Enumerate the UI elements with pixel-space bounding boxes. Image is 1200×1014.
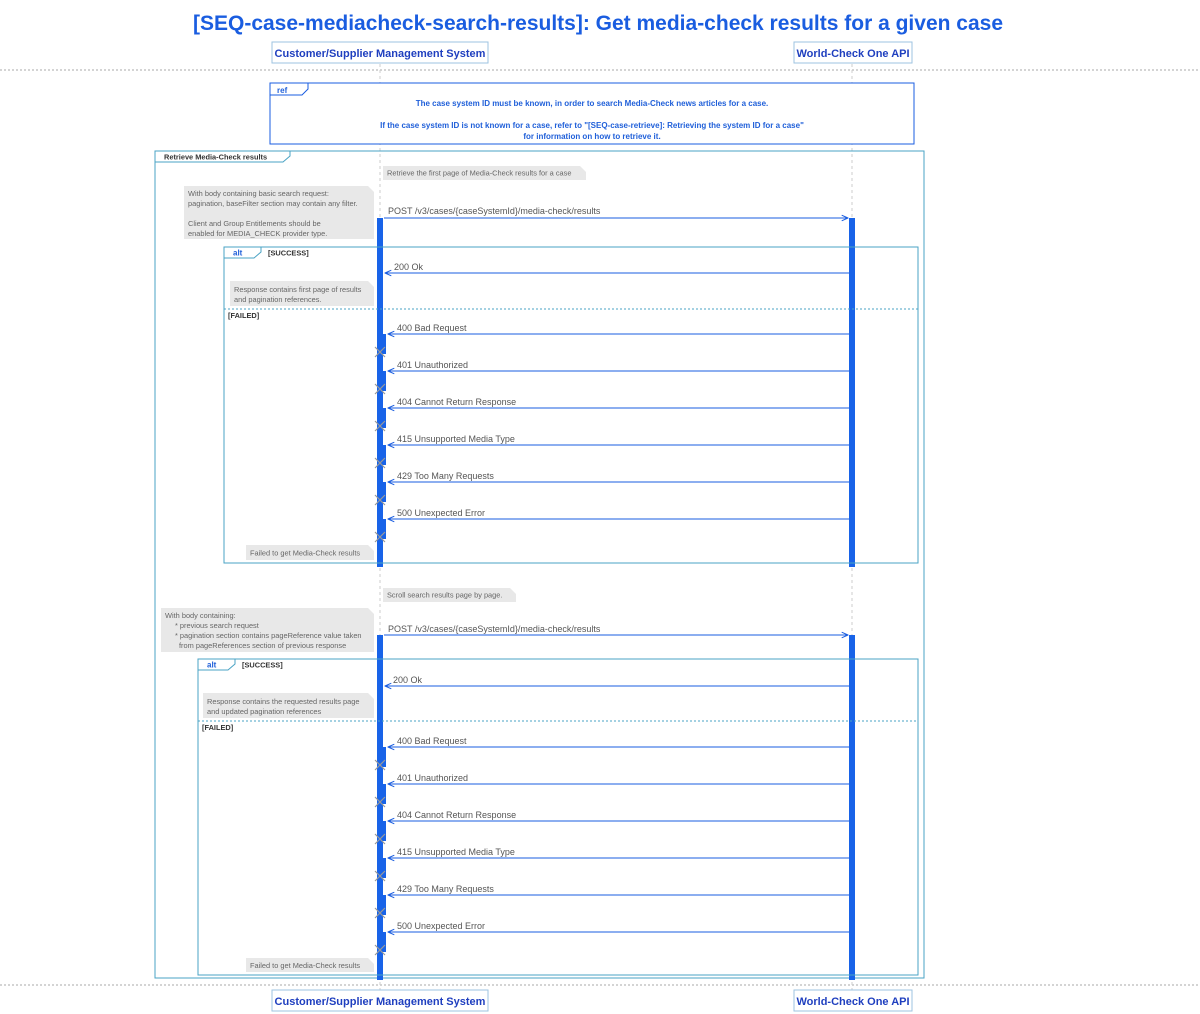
failed-note-1 bbox=[246, 545, 374, 560]
failed-guard-1: [FAILED] bbox=[228, 311, 260, 320]
error-response-label: 404 Cannot Return Response bbox=[397, 397, 517, 407]
intro-note-2 bbox=[383, 588, 516, 602]
error-response-label: 415 Unsupported Media Type bbox=[397, 847, 515, 857]
alt-label-2: alt bbox=[207, 660, 217, 670]
request-note-2-line-2: * previous search request bbox=[175, 621, 259, 630]
success-guard-2: [SUCCESS] bbox=[242, 660, 283, 670]
success-response-label-1: 200 Ok bbox=[394, 262, 424, 272]
error-response-label: 401 Unauthorized bbox=[397, 360, 469, 370]
error-response-label: 500 Unexpected Error bbox=[397, 508, 486, 518]
ref-frame bbox=[270, 83, 914, 144]
ref-line-3: If the case system ID is not known for a case, refer to "[SEQ-case-retrieve]: Retrieving the system ID for a case" bbox=[380, 121, 804, 130]
request-label-1: POST /v3/cases/{caseSystemId}/media-check/results bbox=[388, 206, 601, 216]
section-1 bbox=[184, 166, 918, 567]
alt-tab-1 bbox=[224, 247, 261, 258]
participant-right-label: World-Check One API bbox=[796, 48, 910, 60]
request-note-2-line-3: * pagination section contains pageReference value taken bbox=[175, 631, 362, 640]
activation-left-2 bbox=[377, 635, 383, 980]
intro-note-1 bbox=[383, 166, 586, 180]
success-response-label-2: 200 Ok bbox=[393, 675, 423, 685]
request-note-1-line-5: enabled for MEDIA_CHECK provider type. bbox=[188, 229, 328, 238]
success-note-2 bbox=[203, 693, 374, 718]
group-label: Retrieve Media-Check results bbox=[164, 152, 268, 162]
failed-guard-2: [FAILED] bbox=[202, 723, 234, 732]
participant-right-label-bottom: World-Check One API bbox=[796, 996, 910, 1008]
failed-note-text-1: Failed to get Media-Check results bbox=[250, 548, 361, 558]
success-guard-1: [SUCCESS] bbox=[268, 248, 309, 258]
request-note-2-line-1: With body containing: bbox=[165, 611, 236, 620]
request-note-1-line-2: pagination, baseFilter section may contain any filter. bbox=[188, 199, 358, 208]
ref-line-4: for information on how to retrieve it. bbox=[523, 132, 661, 141]
success-note-1 bbox=[230, 281, 374, 306]
participant-right-bottom bbox=[794, 990, 912, 1011]
activation-right-2 bbox=[849, 635, 855, 980]
success-note-2-line-2: and updated pagination references bbox=[207, 707, 322, 716]
error-response-label: 400 Bad Request bbox=[397, 323, 467, 333]
participant-left-bottom bbox=[272, 990, 488, 1011]
request-note-2-line-4: from pageReferences section of previous response bbox=[179, 641, 347, 650]
section-2 bbox=[161, 588, 918, 980]
errors-group-2 bbox=[375, 736, 849, 955]
error-response-label: 500 Unexpected Error bbox=[397, 921, 486, 931]
error-response-label: 404 Cannot Return Response bbox=[397, 810, 517, 820]
error-response-label: 429 Too Many Requests bbox=[397, 471, 494, 481]
activation-right-1 bbox=[849, 218, 855, 567]
failed-note-text-2: Failed to get Media-Check results bbox=[250, 961, 361, 970]
error-response-label: 400 Bad Request bbox=[397, 736, 467, 746]
request-label-2: POST /v3/cases/{caseSystemId}/media-check/results bbox=[388, 624, 601, 634]
participant-left-label: Customer/Supplier Management System bbox=[274, 48, 486, 60]
error-response-label: 415 Unsupported Media Type bbox=[397, 434, 515, 444]
success-note-1-line-2: and pagination references. bbox=[234, 295, 322, 304]
success-note-2-line-1: Response contains the requested results page bbox=[207, 697, 360, 706]
intro-note-text-1: Retrieve the first page of Media-Check results for a case bbox=[387, 168, 572, 178]
alt-tab-2 bbox=[198, 659, 235, 670]
ref-label: ref bbox=[277, 86, 288, 95]
activation-left-1 bbox=[377, 218, 383, 567]
group-frame bbox=[155, 151, 924, 978]
success-note-1-line-1: Response contains first page of results bbox=[234, 285, 362, 294]
participant-left-top bbox=[272, 42, 488, 63]
alt-label-1: alt bbox=[233, 248, 243, 258]
errors-group-1 bbox=[375, 323, 849, 542]
request-note-1 bbox=[184, 186, 374, 239]
request-note-1-line-1: With body containing basic search request: bbox=[188, 189, 329, 198]
request-note-1-line-4: Client and Group Entitlements should be bbox=[188, 219, 321, 228]
page-title: [SEQ-case-mediacheck-search-results]: Get media-check results for a given case bbox=[192, 12, 1004, 35]
ref-line-1: The case system ID must be known, in order to search Media-Check news articles for a case. bbox=[415, 99, 769, 108]
error-response-label: 401 Unauthorized bbox=[397, 773, 469, 783]
failed-note-2 bbox=[246, 958, 374, 972]
error-response-label: 429 Too Many Requests bbox=[397, 884, 494, 894]
intro-note-text-2: Scroll search results page by page. bbox=[387, 590, 503, 600]
request-note-2 bbox=[161, 608, 374, 652]
participant-right-top bbox=[794, 42, 912, 63]
participant-left-label-bottom: Customer/Supplier Management System bbox=[274, 996, 486, 1008]
